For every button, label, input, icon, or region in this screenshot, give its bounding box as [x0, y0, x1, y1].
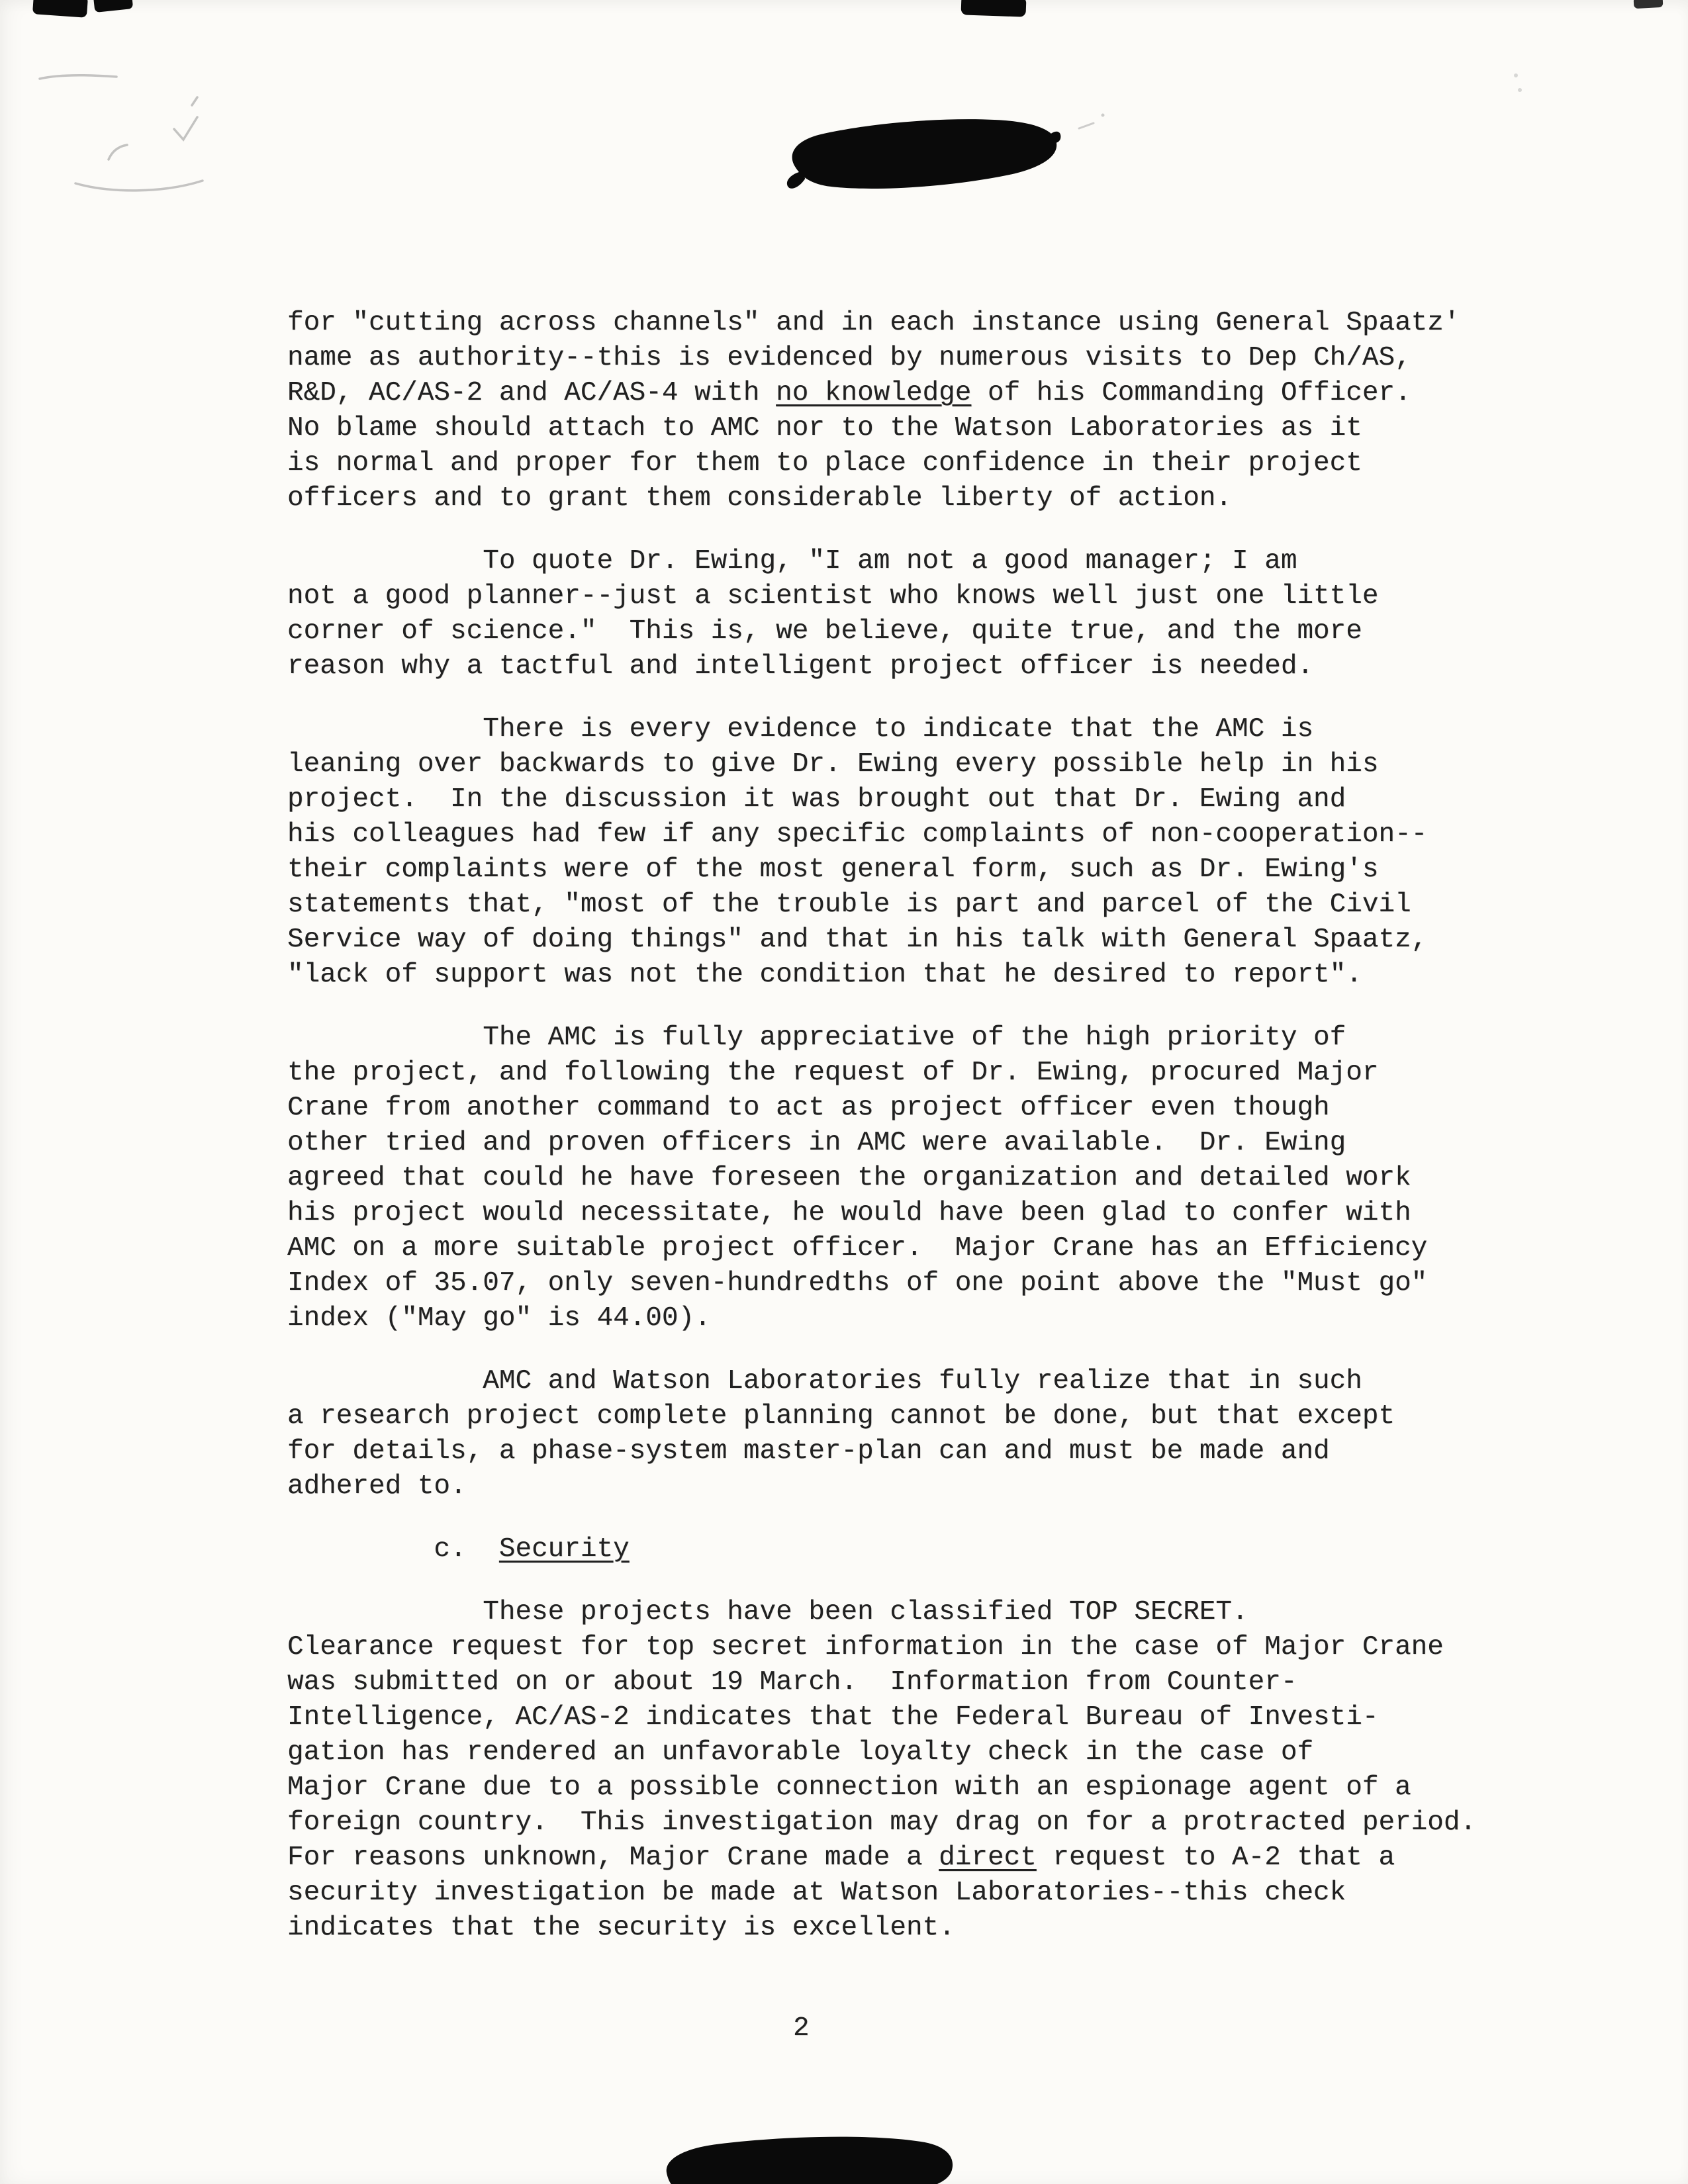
text-line: Clearance request for top secret information in the case of Major Crane	[287, 1632, 1444, 1662]
text-line: These projects have been classified TOP SECRET.	[287, 1597, 1248, 1627]
text-line: foreign country. This investigation may drag on for a protracted period.	[287, 1807, 1477, 1838]
page-number: 2	[793, 2013, 810, 2044]
text-line: statements that, "most of the trouble is part and parcel of the Civil	[287, 889, 1411, 920]
heading-security	[287, 1532, 1532, 1567]
text-line: corner of science." This is, we believe, quite true, and the more	[287, 616, 1362, 647]
text-line: "lack of support was not the condition that he desired to report".	[287, 960, 1362, 990]
text-line: Intelligence, AC/AS-2 indicates that the Federal Bureau of Investi-	[287, 1702, 1379, 1733]
text-line: adhered to.	[287, 1471, 467, 1502]
text-line: their complaints were of the most general form, such as Dr. Ewing's	[287, 854, 1379, 885]
text-line: For reasons unknown, Major Crane made a direct request to A-2 that a	[287, 1843, 1395, 1873]
underlined-text: Security	[498, 1534, 630, 1565]
pencil-mark-small	[1074, 107, 1120, 137]
text-line: indicates that the security is excellent.	[287, 1913, 955, 1943]
paragraph-2	[287, 544, 1532, 684]
text-line: not a good planner--just a scientist who knows well just one little	[287, 581, 1379, 612]
redaction-mark-bottom-center	[658, 2134, 957, 2184]
text-line: name as authority--this is evidenced by numerous visits to Dep Ch/AS,	[287, 343, 1411, 373]
paragraph-4	[287, 1021, 1532, 1336]
text-line: c. Security	[287, 1534, 630, 1565]
text-line: his project would necessitate, he would have been glad to confer with	[287, 1198, 1411, 1228]
document-body	[287, 306, 1532, 1974]
underlined-text: direct	[939, 1843, 1037, 1873]
text-line: Service way of doing things" and that in his talk with General Spaatz,	[287, 925, 1428, 955]
text-line: other tried and proven officers in AMC were available. Dr. Ewing	[287, 1128, 1346, 1158]
text-line: security investigation be made at Watson Laboratories--this check	[287, 1878, 1346, 1908]
paragraph-1	[287, 306, 1532, 516]
text-line: his colleagues had few if any specific complaints of non-cooperation--	[287, 819, 1428, 850]
text-line: for details, a phase-system master-plan can and must be made and	[287, 1436, 1330, 1467]
paragraph-5	[287, 1364, 1532, 1504]
text-line: Index of 35.07, only seven-hundredths of one point above the "Must go"	[287, 1268, 1428, 1298]
scan-edge-ink-mark	[961, 0, 1027, 17]
pencil-dots-top-right	[1508, 69, 1534, 102]
text-line: a research project complete planning cannot be done, but that except	[287, 1401, 1395, 1432]
scan-edge-ink-mark	[32, 0, 88, 18]
text-line: AMC on a more suitable project officer. Major Crane has an Efficiency	[287, 1233, 1428, 1263]
text-line: the project, and following the request of Dr. Ewing, procured Major	[287, 1058, 1379, 1088]
scan-edge-ink-mark	[93, 0, 133, 13]
text-line: To quote Dr. Ewing, "I am not a good manager; I am	[287, 546, 1297, 576]
redaction-mark-top-center	[783, 113, 1064, 199]
scan-edge-ink-mark	[1634, 0, 1664, 9]
text-line: reason why a tactful and intelligent project officer is needed.	[287, 651, 1314, 682]
pencil-marks-top-left	[26, 63, 245, 208]
paragraph-6	[287, 1595, 1532, 1946]
text-line: was submitted on or about 19 March. Information from Counter-	[287, 1667, 1297, 1698]
text-line: No blame should attach to AMC nor to the Watson Laboratories as it	[287, 413, 1362, 443]
text-line: index ("May go" is 44.00).	[287, 1303, 711, 1334]
paragraph-3	[287, 712, 1532, 993]
underlined-text: no knowledge	[776, 378, 972, 408]
text-line: There is every evidence to indicate that the AMC is	[287, 714, 1314, 745]
text-line: officers and to grant them considerable liberty of action.	[287, 483, 1233, 514]
text-line: agreed that could he have foreseen the organization and detailed work	[287, 1163, 1411, 1193]
text-line: leaning over backwards to give Dr. Ewing every possible help in his	[287, 749, 1379, 780]
text-line: project. In the discussion it was brought out that Dr. Ewing and	[287, 784, 1346, 815]
text-line: gation has rendered an unfavorable loyalty check in the case of	[287, 1737, 1314, 1768]
text-line: Major Crane due to a possible connection with an espionage agent of a	[287, 1772, 1411, 1803]
text-line: is normal and proper for them to place confidence in their project	[287, 448, 1362, 478]
text-line: The AMC is fully appreciative of the high priority of	[287, 1023, 1346, 1053]
text-line: Crane from another command to act as project officer even though	[287, 1093, 1330, 1123]
text-line: for "cutting across channels" and in each instance using General Spaatz'	[287, 308, 1460, 338]
text-line: AMC and Watson Laboratories fully realize that in such	[287, 1366, 1362, 1396]
text-line: R&D, AC/AS-2 and AC/AS-4 with no knowledge of his Commanding Officer.	[287, 378, 1411, 408]
